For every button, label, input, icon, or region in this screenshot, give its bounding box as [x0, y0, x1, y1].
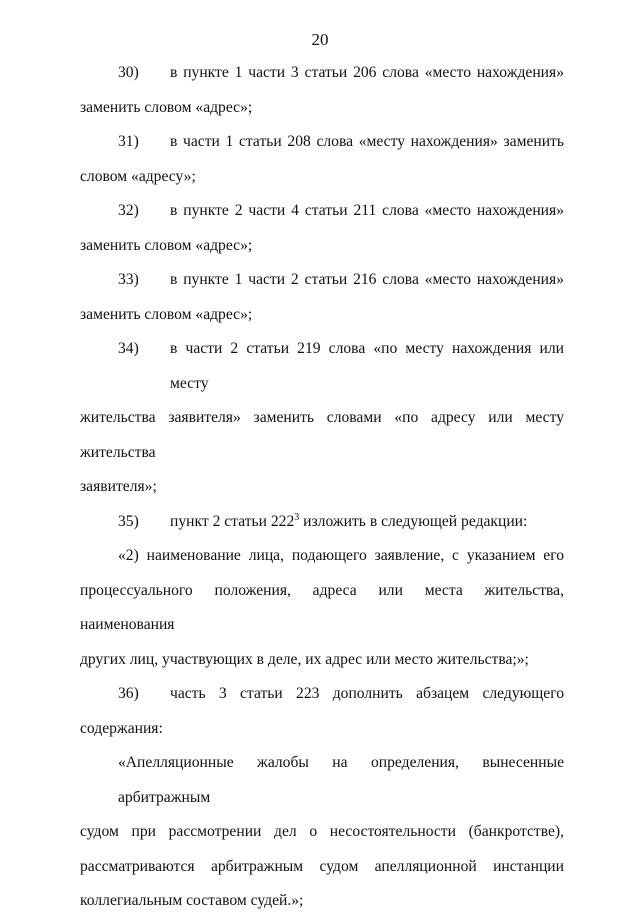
item-text: в части 1 статьи 208 слова «месту нахождения» заменить — [170, 133, 564, 150]
quoted-paragraph-35 — [80, 539, 564, 677]
item-continuation: заменить словом «адрес»; — [80, 98, 253, 116]
item-number: 30) — [118, 64, 139, 81]
item-text-part: пункт 2 статьи 222 — [170, 512, 295, 530]
list-item-34 — [80, 332, 564, 505]
item-continuation: заменить словом «адрес»; — [80, 236, 253, 254]
item-first-line — [80, 125, 564, 160]
quote-line: коллегиальным составом судей.»; — [80, 892, 304, 909]
item-first-line — [80, 263, 564, 298]
list-item-33 — [80, 263, 564, 332]
list-item-36 — [80, 677, 564, 746]
item-number: 36) — [118, 685, 139, 702]
quote-line: «2) наименование лица, подающего заявление, с указанием его — [118, 547, 564, 564]
list-item-32 — [80, 194, 564, 263]
item-number: 32) — [118, 202, 139, 219]
superscript: 3 — [294, 511, 300, 523]
item-text-part: изложить в следующей редакции: — [299, 512, 528, 530]
item-text: часть 3 статьи 223 дополнить абзацем следующего — [170, 685, 564, 702]
item-text: в пункте 1 части 2 статьи 216 слова «место нахождения» — [170, 271, 564, 288]
item-text: в части 2 статьи 219 слова «по месту нахождения или месту — [170, 340, 564, 392]
quote-line: судом при рассмотрении дел о несостоятельности (банкротстве), — [80, 823, 564, 840]
quote-line: процессуального положения, адреса или места жительства, наименования — [80, 581, 564, 633]
item-first-line — [80, 194, 564, 229]
list-item-30 — [80, 56, 564, 125]
item-continuation: словом «адресу»; — [80, 167, 196, 185]
item-number: 31) — [118, 133, 139, 150]
item-first-line — [80, 56, 564, 91]
item-first-line — [80, 332, 564, 401]
document-body — [80, 56, 564, 919]
list-item-31 — [80, 125, 564, 194]
item-first-line — [80, 505, 564, 540]
item-text: в пункте 2 части 4 статьи 211 слова «место нахождения» — [170, 202, 564, 219]
item-text: в пункте 1 части 3 статьи 206 слова «место нахождения» — [170, 64, 564, 81]
quote-line: «Апелляционные жалобы на определения, вынесенные арбитражным — [118, 754, 564, 806]
item-continuation: жительства заявителя» заменить словами «по адресу или месту жительства — [80, 409, 564, 461]
item-number: 33) — [118, 271, 139, 288]
quoted-paragraph-36 — [80, 746, 564, 919]
item-continuation: содержания: — [80, 719, 163, 737]
item-continuation: заявителя»; — [80, 478, 157, 495]
item-number: 34) — [118, 340, 139, 357]
item-continuation: заменить словом «адрес»; — [80, 305, 253, 323]
page-number: 20 — [311, 30, 329, 49]
item-number: 35) — [118, 512, 139, 530]
quote-line: рассматриваются арбитражным судом апелляционной инстанции — [80, 857, 564, 875]
quote-line: других лиц, участвующих в деле, их адрес или место жительства;»; — [80, 650, 529, 668]
item-first-line — [80, 677, 564, 712]
item-text — [170, 505, 564, 540]
list-item-35 — [80, 505, 564, 540]
